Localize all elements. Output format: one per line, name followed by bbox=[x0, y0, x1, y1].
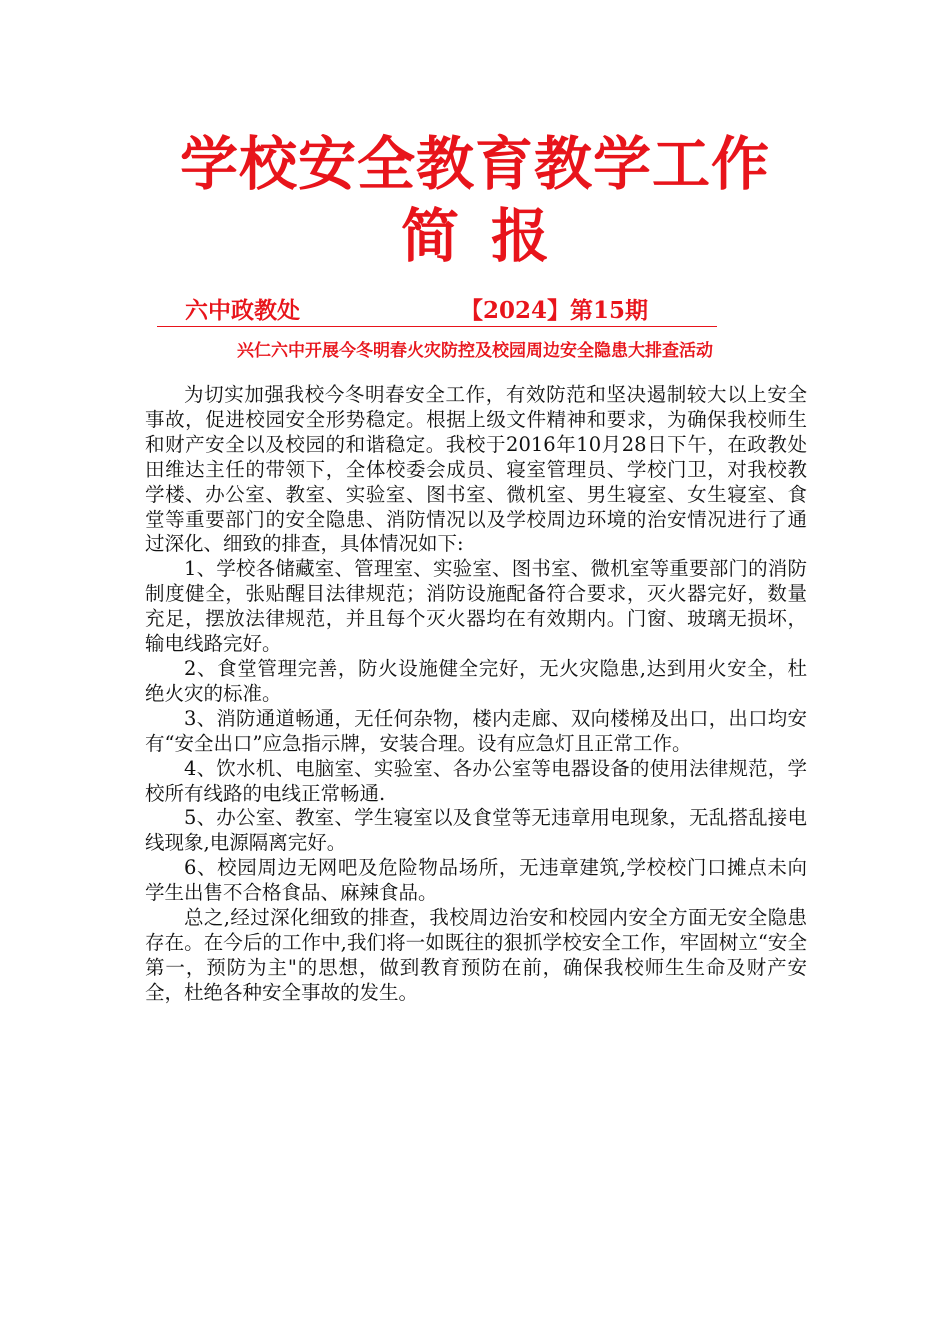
finding-paragraph-6: 6、校园周边无网吧及危险物品场所，无违章建筑,学校校门口摊点未向学生出售不合格食品、麻辣食品。 bbox=[145, 856, 807, 905]
issuing-department: 六中政教处 bbox=[185, 297, 300, 324]
finding-paragraph-2: 2、食堂管理完善，防火设施健全完好，无火灾隐患,达到用火安全，杜绝火灾的标准。 bbox=[145, 656, 807, 705]
intro-paragraph: 为切实加强我校今冬明春安全工作，有效防范和坚决遏制较大以上安全事故，促进校园安全形势稳定。根据上级文件精神和要求，为确保我校师生和财产安全以及校园的和谐稳定。我校于2016年10月28日下午，在政教处田维达主任的带领下，全体校委会成员、寝室管理员、学校门卫，对我校教学楼、办公室、教室、实验室、图书室、微机室、男生寝室、女生寝室、食堂等重要部门的安全隐患、消防情况以及学校周边环境的治安情况进行了通过深化、细致的排查，具体情况如下: bbox=[145, 383, 807, 556]
article-headline: 兴仁六中开展今冬明春火灾防控及校园周边安全隐患大排查活动 bbox=[237, 341, 713, 361]
issue-number: 【2024】第15期 bbox=[460, 297, 649, 324]
article-body bbox=[145, 383, 807, 1006]
issue-info-row bbox=[157, 296, 717, 327]
finding-paragraph-4: 4、饮水机、电脑室、实验室、各办公室等电器设备的使用法律规范，学校所有线路的电线正常畅通. bbox=[145, 756, 807, 805]
bulletin-title: 学校安全教育教学工作 bbox=[179, 130, 770, 198]
bulletin-title-brief: 简报 bbox=[400, 202, 581, 270]
conclusion-paragraph: 总之,经过深化细致的排查，我校周边治安和校园内安全方面无安全隐患存在。在今后的工作中,我们将一如既往的狠抓学校安全工作，牢固树立“安全第一，预防为主"的思想，做到教育预防在前，确保我校师生生命及财产安全，杜绝各种安全事故的发生。 bbox=[145, 906, 807, 1004]
finding-paragraph-3: 3、消防通道畅通，无任何杂物，楼内走廊、双向楼梯及出口，出口均安有“安全出口”应急指示牌，安装合理。设有应急灯且正常工作。 bbox=[145, 706, 807, 755]
finding-paragraph-1: 1、学校各储藏室、管理室、实验室、图书室、微机室等重要部门的消防制度健全，张贴醒目法律规范；消防设施配备符合要求，灭火器完好，数量充足，摆放法律规范，并且每个灭火器均在有效期内。门窗、玻璃无损坏，输电线路完好。 bbox=[145, 557, 807, 656]
finding-paragraph-5: 5、办公室、教室、学生寝室以及食堂等无违章用电现象，无乱搭乱接电线现象,电源隔离完好。 bbox=[145, 806, 807, 855]
